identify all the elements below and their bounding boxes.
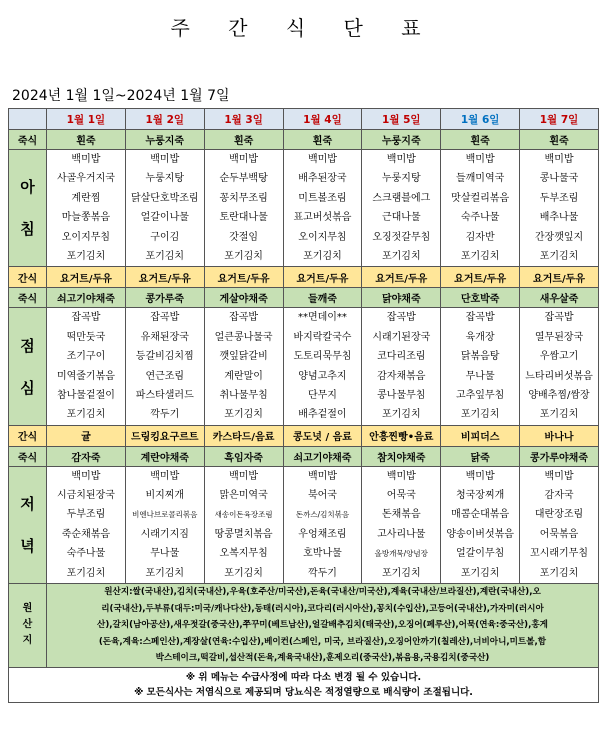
dish: 죽순채볶음 [61,528,111,540]
morning-porridge-item: 흰죽 [441,130,520,150]
dish: 조기구이 [66,351,106,363]
dish: 두부조림 [66,509,106,521]
dish: 포기김치 [381,409,421,421]
day-header: 1월 6일 [441,109,520,130]
dish: 돈까스/김치볶음 [295,510,350,520]
dish: 들깨미역국 [455,173,505,185]
dish: 단무지 [307,389,337,401]
dish: 돈채볶음 [381,509,421,521]
dinner-label-bottom: 녁 [20,536,35,555]
dinner-porridge-item: 닭죽 [441,446,520,466]
dish: 얼갈이무침 [455,548,505,560]
dish: 떡만둣국 [66,331,106,343]
dish: 참나물겉절이 [56,389,115,401]
dish: 백미밥 [71,470,101,482]
dish: 포기김치 [224,567,263,579]
dish: 고추잎무침 [455,389,505,401]
dish: 포기김치 [460,567,500,579]
dish: 무나물 [465,370,495,382]
dish: 취나물무침 [219,389,268,401]
dish: 백미밥 [307,470,337,482]
dish: 근대나물 [381,212,421,224]
snack1-item: 요거트/두유 [47,267,126,288]
weekly-menu-table [8,108,599,703]
lunch-day [520,308,599,425]
lunch-porridge-item: 닭야채죽 [362,288,441,308]
origin-line: (돈육,계육:스페인산),계장살(연육:수입산),베이컨(스페인, 미국, 브라질산),오징어안까기(칠레산),너비아니,미트볼,함 [98,636,547,647]
breakfast-label-bottom: 침 [20,220,35,239]
dinner-porridge-label: 죽식 [9,446,47,466]
dish: 양송이버섯볶음 [446,528,514,540]
snack1-item: 요거트/두유 [125,267,204,288]
breakfast-day [204,150,283,267]
dish: 비지찌개 [145,490,185,502]
dish: 포기김치 [66,250,106,262]
dish: 백미밥 [386,470,416,482]
dinner-day [47,466,126,583]
dish: 포기김치 [460,250,500,262]
lunch-porridge-label: 죽식 [9,288,47,308]
dish: 새송이돈육장조림 [214,510,273,520]
lunch-day [362,308,441,425]
morning-porridge-item: 흰죽 [47,130,126,150]
dish: 고사리나물 [377,528,426,540]
dish: **면데이** [297,312,347,324]
morning-porridge-item: 흰죽 [204,130,283,150]
dish: 청국장찌개 [455,490,505,502]
dish: 잡곡밥 [386,312,416,324]
dish: 백미밥 [465,154,495,165]
dish: 얼큰콩나물국 [214,331,273,343]
dish: 올방개묵/양념장 [374,549,428,559]
dish: 백미밥 [544,154,574,165]
dish: 우쌈고기 [539,351,579,363]
dish: 코다리조림 [377,351,426,363]
lunch-label-bottom: 심 [20,378,35,397]
dish: 포기김치 [381,567,421,579]
day-header: 1월 3일 [204,109,283,130]
dinner-porridge-item: 계란야채죽 [125,446,204,466]
dinner-porridge-item: 감자죽 [47,446,126,466]
dinner-porridge-item: 흑임자죽 [204,446,283,466]
dish: 토란대나물 [219,212,268,224]
dish: 대란장조림 [534,509,584,521]
dish: 백미밥 [386,154,416,165]
dish: 포기김치 [539,409,579,421]
dish: 사골우거지국 [56,173,115,185]
dish: 포기김치 [539,567,579,579]
dish: 스크램블에그 [372,192,431,204]
dinner-day [125,466,204,583]
breakfast-day [520,150,599,267]
dinner-label-top: 저 [20,494,35,513]
dish: 비엔나브로콜리볶음 [132,510,198,520]
dish: 백미밥 [307,154,337,165]
dish: 바지락칼국수 [293,331,352,343]
dish: 간장깻잎지 [534,231,584,243]
dish: 유채된장국 [140,331,189,343]
dish: 시래기된장국 [372,331,431,343]
snack2-item: 비피더스 [441,425,520,446]
dish: 포기김치 [224,250,263,262]
breakfast-day [283,150,362,267]
dish: 잡곡밥 [71,312,101,324]
dish: 오복지무침 [219,548,268,560]
dish: 육개장 [465,331,495,343]
dish: 배추된장국 [298,173,347,185]
dish: 콩나물무침 [377,389,426,401]
dish: 포기김치 [303,250,342,262]
origin-line: 박스테이크,떡갈비,섭산적(돈육,계육국내산),훈제오리(중국산),볶음용,국용김치(중국산) [155,653,490,664]
snack1-item: 요거트/두유 [441,267,520,288]
dish: 매콤순대볶음 [451,509,510,521]
date-range: 2024년 1월 1일~2024년 1월 7일 [12,88,230,104]
dish: 감자채볶음 [377,370,426,382]
day-header: 1월 5일 [362,109,441,130]
morning-porridge-item: 누룽지죽 [125,130,204,150]
dish: 백미밥 [229,470,259,482]
snack1-item: 요거트/두유 [283,267,362,288]
dish: 포기김치 [66,409,106,421]
dish: 꽁치무조림 [219,192,268,204]
notes [9,667,599,702]
note-line: ※ 위 메뉴는 수급사정에 따라 다소 변경 될 수 있습니다. [185,671,422,683]
origin-line: 리(국내산),두부류(대두:미국/캐나다산),동태(러시아),코다리(러시아산),꽁치(수입산),고등어(국내산),가자미(러시아 [101,603,544,614]
dish: 포기김치 [381,250,421,262]
lunch-label [9,308,47,425]
dish: 양념고추지 [298,370,347,382]
dinner-day [362,466,441,583]
dinner-porridge-item: 쇠고기야채죽 [283,446,362,466]
dish: 백미밥 [229,154,259,165]
dish: 파스타샐러드 [135,389,194,401]
origin-label-char: 산 [22,619,33,631]
snack2-item: 귤 [47,425,126,446]
dish: 갓절임 [229,231,259,243]
dish: 포기김치 [66,567,106,579]
dish: 잡곡밥 [544,312,574,324]
snack2-item: 드링킹요구르트 [125,425,204,446]
origin-label-char: 원 [22,603,33,615]
dish: 오이지무침 [298,231,347,243]
breakfast-label [9,150,47,267]
lunch-day [283,308,362,425]
day-header: 1월 7일 [520,109,599,130]
dish: 등갈비김치찜 [135,351,194,363]
dish: 배추나물 [539,212,579,224]
dish: 숙주나물 [460,212,500,224]
dish: 누룽지탕 [381,173,421,185]
dish: 시래기지짐 [140,528,189,540]
dish: 계란말이 [224,370,263,382]
dish: 잡곡밥 [229,312,259,324]
dish: 포기김치 [460,409,500,421]
dish: 김자반 [465,231,495,243]
dinner-day [520,466,599,583]
breakfast-label-top: 아 [20,178,35,197]
dish: 포기김치 [145,250,185,262]
lunch-day [125,308,204,425]
dish: 도토리묵무침 [293,351,352,363]
dish: 백미밥 [544,470,574,482]
lunch-porridge-item: 콩가루죽 [125,288,204,308]
lunch-day [204,308,283,425]
lunch-day [441,308,520,425]
page-title: 주 간 식 단 표 [170,16,437,40]
origin-text [47,584,599,668]
morning-porridge-item: 흰죽 [520,130,599,150]
dish: 닭살단호박조림 [130,192,199,204]
dish: 백미밥 [71,154,101,165]
dish: 미트볼조림 [298,192,347,204]
dish: 맑은미역국 [219,490,268,502]
breakfast-day [47,150,126,267]
dish: 포기김치 [539,250,579,262]
dish: 순두부백탕 [219,173,268,185]
dish: 콩나물국 [539,173,579,185]
dish: 호박나물 [303,548,342,560]
dinner-porridge-item: 콩가루야채죽 [520,446,599,466]
dish: 땅콩멸치볶음 [214,528,273,540]
origin-line: 원산지:쌀(국내산),김치(국내산),우육(호주산/미국산),돈육(국내산/미국산),계육(국내산/브라질산),계란(국내산),오 [104,587,541,598]
dish: 미역줄기볶음 [56,370,115,382]
breakfast-day [125,150,204,267]
dinner-porridge-item: 참치야채죽 [362,446,441,466]
snack1-item: 요거트/두유 [204,267,283,288]
dinner-day [283,466,362,583]
dish: 백미밥 [150,154,180,165]
origin-label-char: 지 [22,635,33,647]
dish: 무나물 [150,548,180,560]
dish: 얼갈이나물 [140,212,189,224]
snack1-item: 요거트/두유 [520,267,599,288]
dinner-day [204,466,283,583]
dish: 시금치된장국 [56,490,115,502]
dish: 포기김치 [145,567,185,579]
dish: 마늘쫑볶음 [61,212,111,224]
dish: 계란찜 [71,192,101,204]
dish: 어묵볶음 [539,528,579,540]
lunch-porridge-item: 게살야채죽 [204,288,283,308]
origin-label [9,584,47,668]
dish: 깻잎닭갈비 [219,351,268,363]
dish: 열무된장국 [534,331,584,343]
dinner-day [441,466,520,583]
dish: 배추겉절이 [298,409,347,421]
lunch-day [47,308,126,425]
lunch-porridge-item: 새우살죽 [520,288,599,308]
dish: 백미밥 [150,470,180,482]
dinner-label [9,466,47,583]
dish: 잡곡밥 [150,312,180,324]
breakfast-day [441,150,520,267]
dish: 감자국 [544,490,574,502]
morning-porridge-item: 누룽지죽 [362,130,441,150]
dish: 꼬시래기무침 [530,548,589,560]
dish: 닭볶음탕 [460,351,500,363]
snack2-item: 카스타드/음료 [204,425,283,446]
snack1-label: 간식 [9,267,47,288]
day-header: 1월 4일 [283,109,362,130]
dish: 양배추찜/쌈장 [528,389,590,401]
dish: 표고버섯볶음 [293,212,352,224]
snack1-item: 요거트/두유 [362,267,441,288]
lunch-label-top: 점 [20,336,35,355]
lunch-porridge-item: 쇠고기야채죽 [47,288,126,308]
snack2-label: 간식 [9,425,47,446]
morning-porridge-item: 흰죽 [283,130,362,150]
breakfast-day [362,150,441,267]
dish: 맛살컬리볶음 [451,192,510,204]
dish: 깍두기 [307,567,337,579]
day-header: 1월 2일 [125,109,204,130]
dish: 구이김 [150,231,180,243]
dish: 백미밥 [465,470,495,482]
snack2-item: 안흥찐빵•음료 [362,425,441,446]
lunch-porridge-item: 단호박죽 [441,288,520,308]
dish: 깍두기 [150,409,180,421]
day-header: 1월 1일 [47,109,126,130]
dish: 북어국 [307,490,337,502]
dish: 오이지무침 [61,231,111,243]
header-corner [9,109,47,130]
snack2-item: 콩도넛 / 음료 [283,425,362,446]
dish: 포기김치 [224,409,263,421]
lunch-porridge-item: 들깨죽 [283,288,362,308]
dish: 숙주나물 [66,548,106,560]
dish: 잡곡밥 [465,312,495,324]
snack2-item: 바나나 [520,425,599,446]
dish: 누룽지탕 [145,173,185,185]
dish: 오징젓갈무침 [372,231,431,243]
dish: 연근조림 [145,370,185,382]
origin-line: 산),갈치(남아공산),새우젓갈(중국산),쭈꾸미(베트남산),얼갈배추김치(태국산),오징어(페루산),어묵(연육:중국산),홍게 [97,620,548,631]
dish: 어묵국 [386,490,416,502]
dish: 두부조림 [539,192,579,204]
morning-porridge-label: 죽식 [9,130,47,150]
dish: 느타리버섯볶음 [525,370,593,382]
dish: 우엉채조림 [298,528,347,540]
note-line: ※ 모든식사는 저염식으로 제공되며 당뇨식은 적정열량으로 배식량이 조절됩니다. [134,686,473,698]
